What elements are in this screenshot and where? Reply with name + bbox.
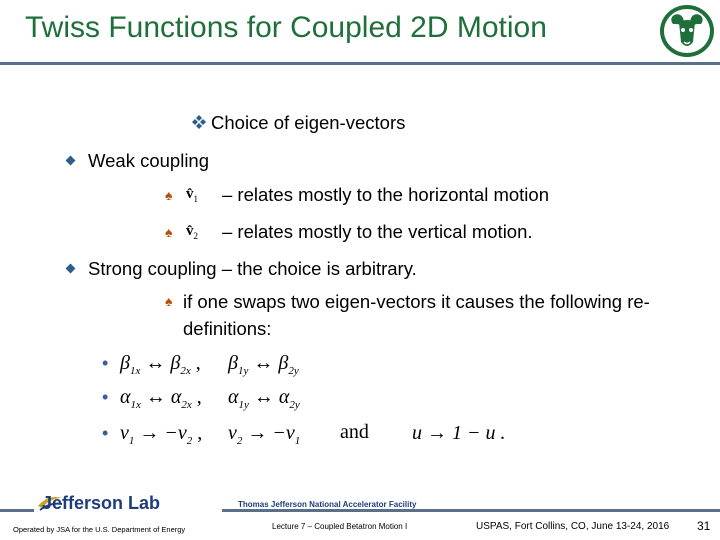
spade-bullet-icon: ♠ (165, 187, 173, 203)
ram-logo-icon (657, 2, 717, 60)
alpha-swap-equation-y: $\alpha_{1y}$ ↔ $\alpha_{2y}$ (228, 386, 300, 411)
u-mapping-equation: u → 1 − u . (412, 422, 506, 444)
beta-swap-equation-y: $\beta_{1y}$ ↔ $\beta_{2y}$ (228, 352, 299, 377)
swap-text-line1: if one swaps two eigen-vectors it causes the following re- (183, 291, 650, 312)
title-underline (0, 62, 720, 65)
diamond-bullet-icon (66, 264, 76, 274)
round-bullet-icon: • (102, 353, 109, 373)
round-bullet-icon: • (102, 423, 109, 443)
tune-swap-equation: $\nu_1 \to -\nu_2$ , (120, 422, 203, 447)
footer-rule-left (0, 509, 34, 512)
v2-symbol: $v̂_2$ (186, 223, 198, 241)
venue-text: USPAS, Fort Collins, CO, June 13-24, 2016 (476, 521, 670, 532)
footer-rule (222, 509, 720, 512)
beta-swap-equation: $\beta_{1x}$ ↔ $\beta_{2x}$ , (120, 352, 201, 377)
lecture-title: Lecture 7 – Coupled Betatron Motion I (272, 522, 408, 531)
operated-by: Operated by JSA for the U.S. Department of Energy (13, 525, 186, 534)
four-diamond-bullet-icon (192, 115, 206, 129)
tune-swap-equation-2: $\nu_2 \to -\nu_1$ (228, 422, 301, 447)
and-word: and (340, 421, 369, 443)
alpha-swap-equation: $\alpha_{1x}$ ↔ $\alpha_{2x}$ , (120, 386, 202, 411)
v1-description: – relates mostly to the horizontal motion (222, 184, 549, 205)
spade-bullet-icon: ♠ (165, 224, 173, 240)
page-number: 31 (697, 519, 711, 533)
section-heading: Choice of eigen-vectors (211, 112, 406, 133)
round-bullet-icon: • (102, 387, 109, 407)
weak-coupling-label: Weak coupling (88, 150, 210, 171)
jefferson-lab-name: Jefferson Lab (42, 493, 161, 513)
spade-bullet-icon: ♠ (165, 293, 173, 309)
facility-name: Thomas Jefferson National Accelerator Facility (238, 500, 417, 509)
swap-text-line2: definitions: (183, 318, 272, 339)
diamond-bullet-icon (66, 156, 76, 166)
v2-description: – relates mostly to the vertical motion. (222, 221, 533, 242)
strong-coupling-label: Strong coupling – the choice is arbitrary. (88, 258, 417, 279)
v1-symbol: $v̂_1$ (186, 186, 198, 204)
page-title: Twiss Functions for Coupled 2D Motion (25, 11, 547, 44)
